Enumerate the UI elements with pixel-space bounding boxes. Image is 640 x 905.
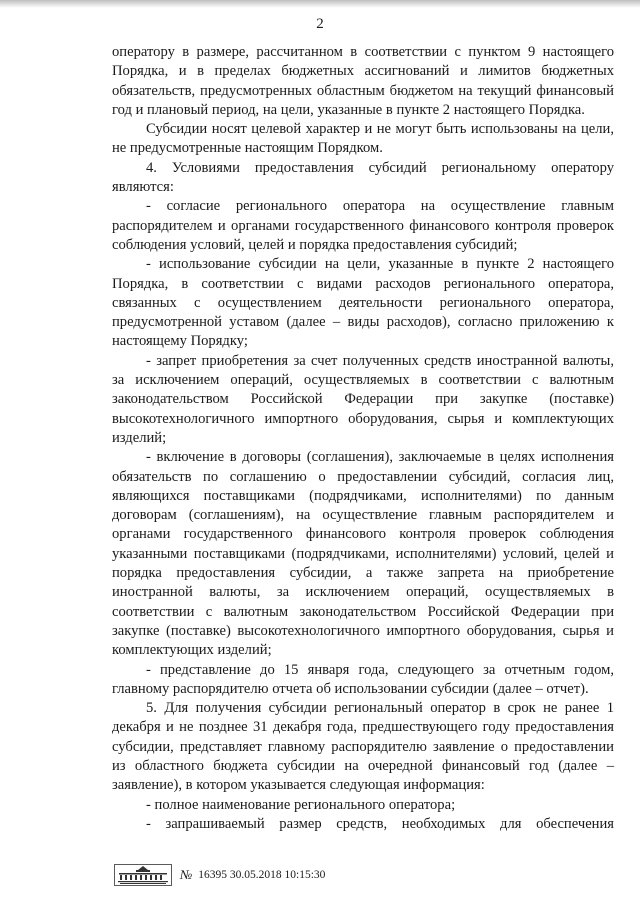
document-body <box>112 43 614 834</box>
page-number: 2 <box>316 16 324 32</box>
footer <box>114 864 325 886</box>
list-item: - полное наименование регионального оператора; <box>146 796 456 813</box>
government-building-stamp-icon <box>114 864 172 886</box>
list-item: - запрашиваемый размер средств, необходимых для обеспечения <box>146 815 614 832</box>
registration-stamp <box>180 867 325 883</box>
list-item: - согласие регионального оператора на осуществление главным распорядителем и органами государственного финансового контроля проверок соблюдения условий, целей и порядка предоставления субсидий; <box>112 198 614 253</box>
list-item: - включение в договоры (соглашения), заключаемые в целях исполнения обязательств по соглашению о предоставлении субсидий, согласия лиц, являющихся поставщиками (подрядчиками, исполнителями) по данным договорам (соглашениям), на осуществление главным распорядителем и органами государственного финансового контроля проверок соблюдения указанными поставщиками (подрядчиками, исполнителями) условий, целей и порядка предоставления субсидии, а также запрета на приобретение иностранной валюты, за исключением операций, осуществляемых в соответствии с валютным законодательством Российской Федерации при закупке (поставке) высокотехнологичного импортного оборудования, сырья и комплектующих изделий; <box>112 449 614 659</box>
paragraph: 5. Для получения субсидии региональный оператор в срок не ранее 1 декабря и не позднее 31 декабря года, предшествующего году предоставления субсидии, представляет главному распорядителю заявление о предоставлении из областного бюджета субсидии на очередной финансовый год (далее – заявление), в котором указывается следующая информация: <box>112 700 614 794</box>
paragraph: 4. Условиями предоставления субсидий региональному оператору являются: <box>112 159 614 196</box>
paragraph: оператору в размере, рассчитанном в соответствии с пунктом 9 настоящего Порядка, и в пределах бюджетных ассигнований и лимитов бюджетных обязательств, предусмотренных областным бюджетом на текущий финансовый год и плановый период, на цели, указанные в пункте 2 настоящего Порядка. <box>112 44 614 118</box>
paragraph: Субсидии носят целевой характер и не могут быть использованы на цели, не предусмотренные настоящим Порядком. <box>112 121 614 157</box>
list-item: - запрет приобретения за счет полученных средств иностранной валюты, за исключением операций, осуществляемых в соответствии с валютным законодательством Российской Федерации при закупке (поставке) высокотехнологичного импортного оборудования, сырья и комплектующих изделий; <box>112 352 614 446</box>
scan-edge <box>0 0 640 8</box>
list-item: - использование субсидии на цели, указанные в пункте 2 настоящего Порядка, в соответствии с видами расходов регионального оператора, связанных с осуществлением деятельности регионального оператора, предусмотренной уставом (далее – виды расходов), согласно приложению к настоящему Порядку; <box>112 256 614 350</box>
number-sign: № <box>180 867 193 882</box>
registration-number-date: 16395 30.05.2018 10:15:30 <box>198 869 326 881</box>
list-item: - представление до 15 января года, следующего за отчетным годом, главному распорядителю отчета об использовании субсидии (далее – отчет). <box>112 661 614 697</box>
